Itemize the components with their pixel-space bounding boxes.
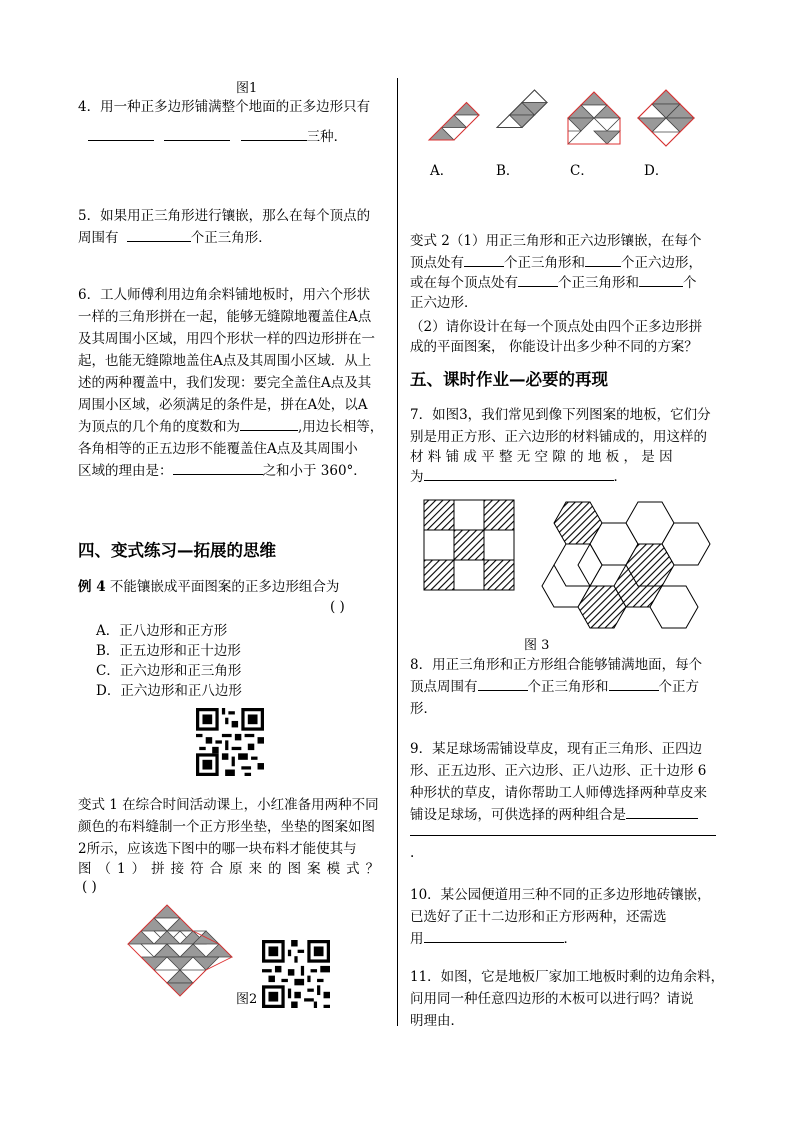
q11-line1: 11．如图，它是地板厂家加工地板时剩的边角余料， bbox=[410, 969, 725, 985]
q9-line2: 形、正五边形、正六边形、正八边形、正十边形 6 bbox=[410, 763, 707, 779]
section5-heading: 五、课时作业—必要的再现 bbox=[410, 370, 608, 389]
q6-line5: 述的两种覆盖中，我们发现：要完全盖住A点及其 bbox=[78, 375, 372, 391]
var1-line2: 颜色的布料缝制一个正方形坐垫，坐垫的图案如图 bbox=[78, 819, 375, 835]
var2-line5: （2）请你设计在每一个顶点处由四个正多边形拼 bbox=[410, 319, 703, 335]
q8-blank-1[interactable] bbox=[478, 676, 528, 691]
var2-blank-2[interactable] bbox=[585, 252, 621, 267]
q8-line3: 形． bbox=[410, 701, 437, 717]
var2-line2 bbox=[410, 252, 702, 274]
q8-l2-c: 个正方 bbox=[658, 679, 699, 695]
var2-blank-3[interactable] bbox=[518, 272, 558, 287]
var1-line3: 2所示，应该选下图中的哪一块布料才能使其与 bbox=[78, 841, 357, 857]
ex4-option-d[interactable]: D．正六边形和正八边形 bbox=[96, 683, 242, 699]
var1-paren: ( ) bbox=[82, 879, 97, 895]
q6-line4: 起，也能无缝隙地盖住A点及其周围小区域．从上 bbox=[78, 353, 372, 369]
q4-line2 bbox=[88, 126, 347, 148]
q11-line3: 明理由． bbox=[410, 1013, 464, 1029]
q5-line1: 5．如果用正三角形进行镶嵌，那么在每个顶点的 bbox=[78, 208, 371, 224]
q4-suffix: 三种． bbox=[306, 129, 348, 145]
column-divider bbox=[397, 78, 398, 1026]
ex4-label: 例 4 bbox=[78, 579, 106, 595]
q11-line2: 问用同一种任意四边形的木板可以进行吗？请说 bbox=[410, 991, 694, 1007]
q8-l2-b: 个正三角形和 bbox=[527, 679, 609, 695]
q7-line1: 7．如图3，我们常见到像下列图案的地板，它们分 bbox=[410, 407, 711, 423]
var2-blank-1[interactable] bbox=[464, 252, 504, 267]
choice-b-label[interactable]: B． bbox=[496, 163, 520, 179]
var2-line3 bbox=[410, 272, 697, 294]
ex4-option-b[interactable]: B．正五边形和正十边形 bbox=[96, 643, 241, 659]
q6-line8: 各角相等的正五边形不能覆盖住A点及其周围小 bbox=[78, 441, 358, 457]
qr-code-1-icon bbox=[196, 708, 264, 776]
var2-blank-4[interactable] bbox=[639, 272, 683, 287]
q10-l3-post: ． bbox=[563, 931, 577, 947]
var2-line4: 正六边形． bbox=[410, 295, 478, 311]
q6-line7-post: ,用边长相等， bbox=[298, 419, 384, 435]
var2-line6: 成的平面图案， 你能设计出多少种不同的方案？ bbox=[410, 339, 698, 355]
q7-blank[interactable] bbox=[424, 466, 614, 481]
q7-line3: 材 料 铺 成 平 整 无 空 隙 的 地 板 ， 是 因 bbox=[410, 449, 673, 465]
q10-line2: 已选好了正十二边形和正方形两种，还需选 bbox=[410, 909, 667, 925]
q6-line9-post: 之和小于 360°． bbox=[262, 463, 367, 479]
q6-line2: 一样的三角形拼在一起，能够无缝隙地覆盖住A点 bbox=[78, 309, 372, 325]
q7-l4-pre: 为 bbox=[410, 469, 424, 485]
q6-blank-1[interactable] bbox=[240, 416, 298, 431]
q6-line7 bbox=[78, 416, 383, 438]
var2-line1: 变式 2（1）用正三角形和正六边形镶嵌，在每个 bbox=[410, 233, 702, 249]
q8-line2 bbox=[410, 676, 699, 698]
q4-blank-2[interactable] bbox=[164, 126, 230, 141]
q6-line6: 周围小区域，必须满足的条件是，拼在A处，以A bbox=[78, 397, 368, 413]
choice-d-pattern bbox=[638, 90, 694, 146]
q6-line9 bbox=[78, 460, 367, 482]
q10-l3-pre: 用 bbox=[410, 931, 424, 947]
q9-l4: 铺设足球场，可供选择的两种组合是 bbox=[410, 807, 626, 823]
q9-line3: 种形状的草皮，请你帮助工人师傅选择两种草皮来 bbox=[410, 785, 707, 801]
q8-blank-2[interactable] bbox=[609, 676, 659, 691]
q6-line7-pre: 为顶点的几个角的度数和为 bbox=[78, 419, 240, 435]
figure2-quilt-pattern bbox=[128, 905, 232, 1009]
ex4-text: 不能镶嵌成平面图案的正多边形组合为 bbox=[109, 579, 340, 595]
section4-heading: 四、变式练习—拓展的思维 bbox=[78, 541, 276, 560]
q10-line3 bbox=[410, 928, 577, 950]
q6-blank-2[interactable] bbox=[173, 460, 263, 475]
q8-line1: 8．用正三角形和正方形组合能够铺满地面，每个 bbox=[410, 657, 703, 673]
q5-line2 bbox=[78, 227, 272, 249]
q10-blank[interactable] bbox=[424, 928, 564, 943]
q9-dot: . bbox=[410, 845, 415, 861]
var2-l2-c: 个正六边形， bbox=[621, 255, 702, 271]
q9-line4 bbox=[410, 804, 698, 826]
q5-pre: 周围有 bbox=[78, 230, 119, 246]
choice-b-pattern bbox=[496, 90, 548, 140]
q7-line2: 别是用正方形、正六边形的材料铺成的，用这样的 bbox=[410, 429, 707, 445]
choice-a-label[interactable]: A． bbox=[430, 163, 454, 179]
var2-l3-c: 个 bbox=[683, 275, 697, 291]
choice-d-label[interactable]: D． bbox=[644, 163, 669, 179]
q6-line3: 及其周围小区域，用四个形状一样的四边形拼在一 bbox=[78, 331, 375, 347]
choice-c-pattern bbox=[568, 90, 620, 146]
q8-l2-a: 顶点周围有 bbox=[410, 679, 478, 695]
q5-post: 个正三角形． bbox=[190, 230, 272, 246]
var2-l2-b: 个正三角形和 bbox=[504, 255, 585, 271]
figure3-floor-patterns bbox=[420, 494, 730, 634]
var1-line1: 变式 1 在综合时间活动课上，小红准备用两种不同 bbox=[78, 797, 379, 813]
q9-answer-line[interactable] bbox=[410, 835, 716, 836]
var1-line4: 图（1）拼接符合原来的图案模式？ bbox=[78, 861, 386, 877]
q4-blank-3[interactable] bbox=[241, 126, 307, 141]
q10-line1: 10．某公园便道用三种不同的正多边形地砖镶嵌， bbox=[410, 887, 711, 903]
var2-l3-b: 个正三角形和 bbox=[558, 275, 639, 291]
var2-l2-a: 顶点处有 bbox=[410, 255, 464, 271]
q9-line1: 9．某足球场需铺设草皮，现有正三角形、正四边 bbox=[410, 741, 703, 757]
q9-blank-1[interactable] bbox=[626, 804, 698, 819]
q6-line1: 6．工人师傅利用边角余料铺地板时，用六个形状 bbox=[78, 287, 371, 303]
ex4-option-a[interactable]: A．正八边形和正方形 bbox=[96, 623, 228, 639]
qr-code-2-icon bbox=[262, 940, 330, 1008]
q6-line9-pre: 区域的理由是： bbox=[78, 463, 173, 479]
q5-blank[interactable] bbox=[127, 227, 191, 242]
ex4-line1 bbox=[78, 576, 339, 598]
ex4-option-c[interactable]: C．正六边形和正三角形 bbox=[96, 663, 242, 679]
choice-c-label[interactable]: C． bbox=[570, 163, 594, 179]
figure2-caption: 图2 bbox=[236, 992, 258, 1007]
var2-l3-a: 或在每个顶点处有 bbox=[410, 275, 518, 291]
q4-line1: 4．用一种正多边形铺满整个地面的正多边形只有 bbox=[78, 99, 371, 115]
q7-l4-post: ． bbox=[613, 469, 627, 485]
choice-a-pattern bbox=[428, 90, 480, 140]
q7-line4 bbox=[410, 466, 627, 488]
q4-blank-1[interactable] bbox=[88, 126, 154, 141]
ex4-paren: ( ) bbox=[330, 599, 345, 615]
figure3-caption: 图 3 bbox=[524, 638, 550, 653]
figure1-caption: 图1 bbox=[236, 81, 258, 96]
